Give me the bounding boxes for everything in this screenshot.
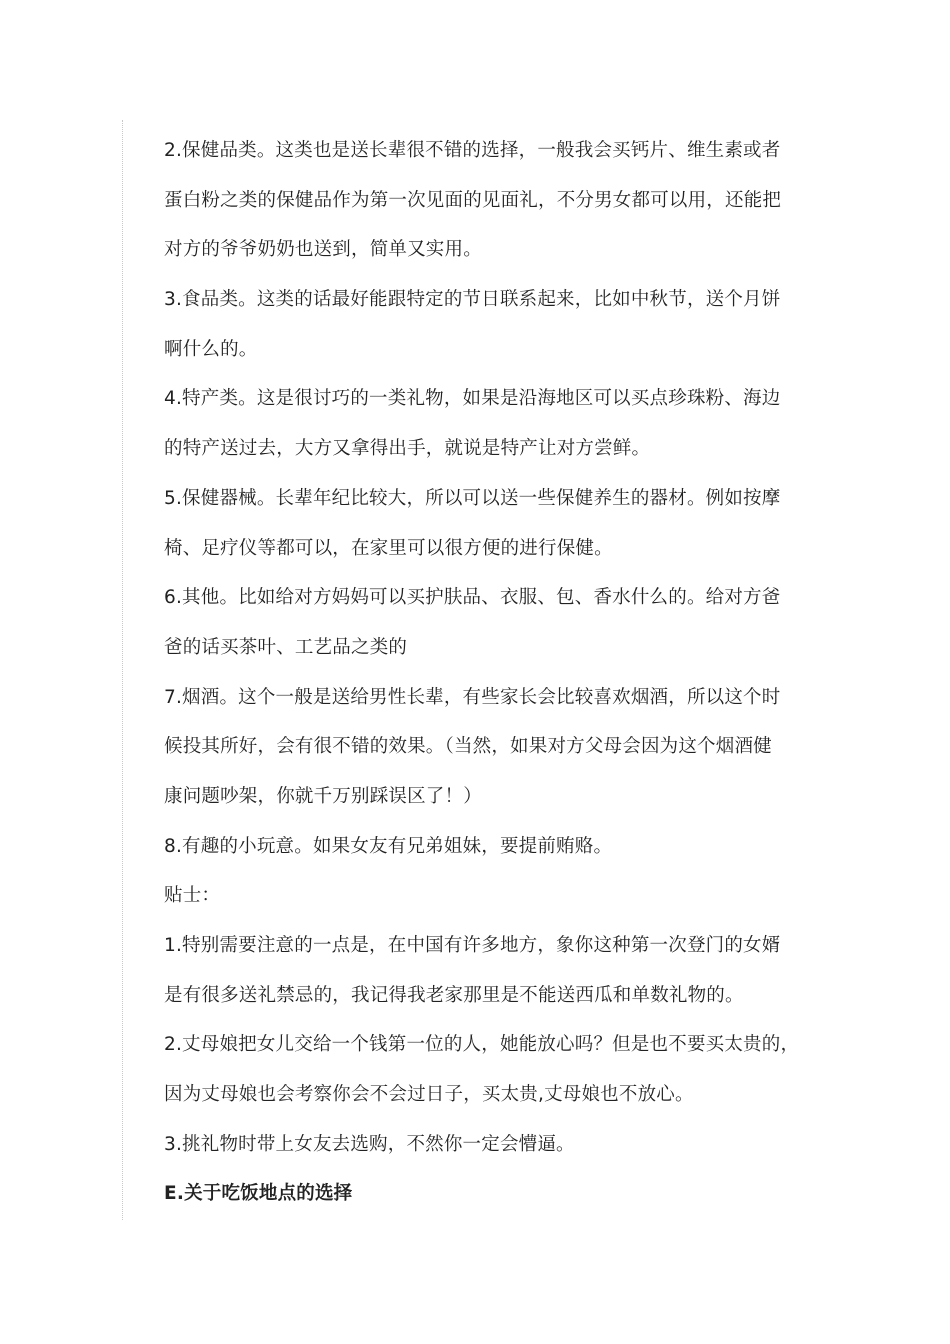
paragraph-line: 蛋白粉之类的保健品作为第一次见面的见面礼，不分男女都可以用，还能把	[164, 189, 782, 211]
paragraph-line: 对方的爷爷奶奶也送到，简单又实用。	[164, 239, 482, 261]
paragraph-line: 是有很多送礼禁忌的，我记得我老家那里是不能送西瓜和单数礼物的。	[164, 984, 744, 1006]
paragraph-line: 啊什么的。	[164, 338, 258, 360]
paragraph-line: 康问题吵架，你就千万别踩误区了！）	[164, 785, 482, 807]
paragraph-line: 8.有趣的小玩意。如果女友有兄弟姐妹，要提前贿赂。	[164, 835, 613, 857]
paragraph-line: 因为丈母娘也会考察你会不会过日子，买太贵,丈母娘也不放心。	[164, 1084, 694, 1106]
paragraph-line: 6.其他。比如给对方妈妈可以买护肤品、衣服、包、香水什么的。给对方爸	[164, 587, 781, 609]
paragraph-line: 5.保健器械。长辈年纪比较大，所以可以送一些保健养生的器材。例如按摩	[164, 487, 781, 509]
document-body	[164, 126, 824, 1219]
paragraph-line: 的特产送过去，大方又拿得出手，就说是特产让对方尝鲜。	[164, 438, 651, 460]
tips-heading: 贴士：	[164, 885, 221, 907]
paragraph-line: 2.丈母娘把女儿交给一个钱第一位的人，她能放心吗？但是也不要买太贵的，	[164, 1034, 800, 1056]
paragraph-line: 3.挑礼物时带上女友去选购，不然你一定会懵逼。	[164, 1133, 575, 1155]
paragraph-line: 候投其所好，会有很不错的效果。（当然，如果对方父母会因为这个烟酒健	[164, 736, 772, 758]
section-heading: E.关于吃饭地点的选择	[164, 1183, 353, 1205]
paragraph-line: 2.保健品类。这类也是送长辈很不错的选择，一般我会买钙片、维生素或者	[164, 140, 781, 161]
paragraph-line: 3.食品类。这类的话最好能跟特定的节日联系起来，比如中秋节，送个月饼	[164, 289, 781, 311]
paragraph-line: 4.特产类。这是很讨巧的一类礼物，如果是沿海地区可以买点珍珠粉、海边	[164, 388, 781, 410]
paragraph-line: 爸的话买茶叶、工艺品之类的	[164, 636, 408, 658]
paragraph-line: 椅、足疗仪等都可以，在家里可以很方便的进行保健。	[164, 537, 613, 559]
left-margin-rule	[122, 120, 123, 1220]
paragraph-line: 7.烟酒。这个一般是送给男性长辈，有些家长会比较喜欢烟酒，所以这个时	[164, 686, 781, 708]
paragraph-line: 1.特别需要注意的一点是，在中国有许多地方，象你这种第一次登门的女婿	[164, 935, 781, 956]
